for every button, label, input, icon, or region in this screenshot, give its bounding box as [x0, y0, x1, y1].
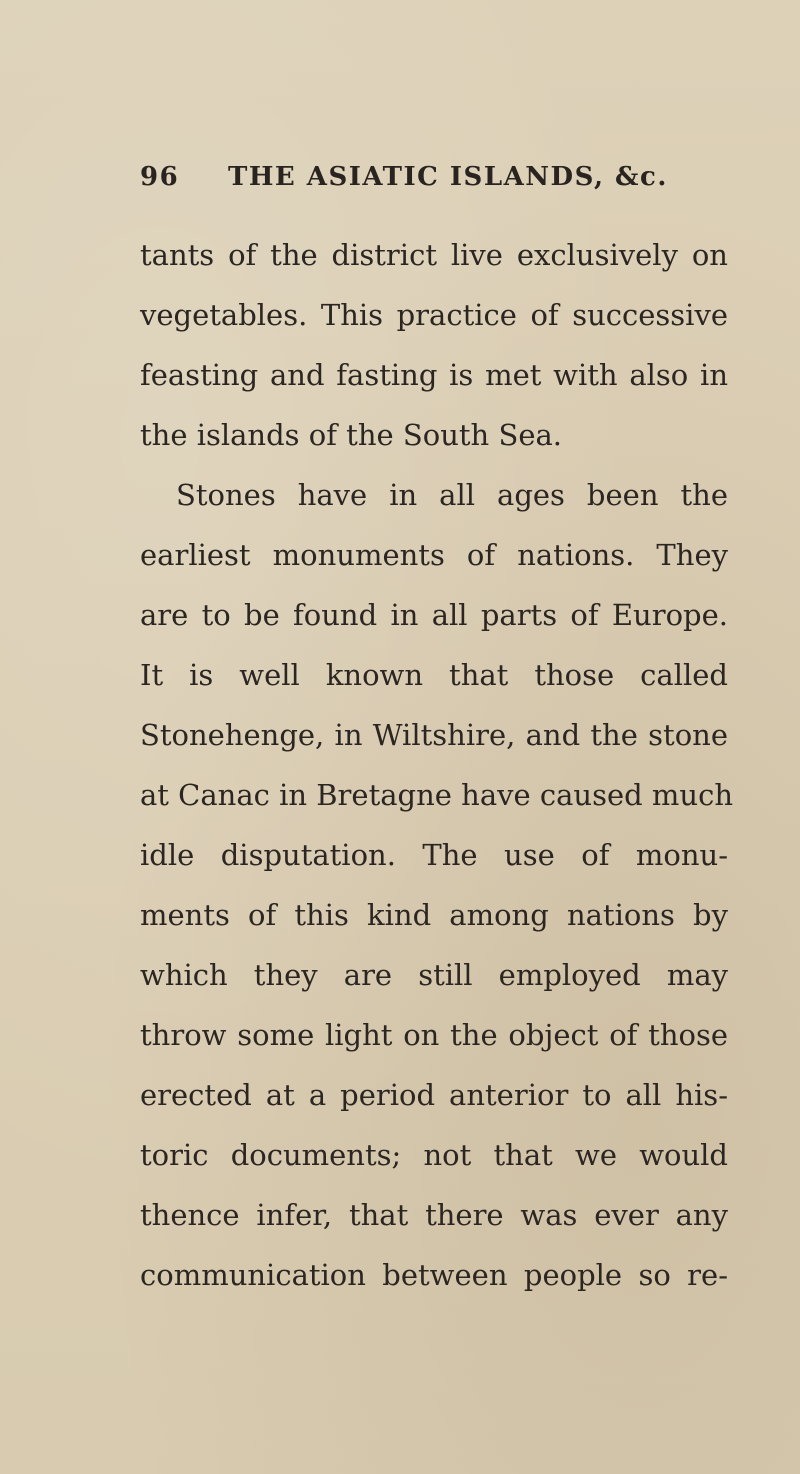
text-line: Stones have in all ages been the	[176, 478, 728, 512]
text-line: earliest monuments of nations. They	[140, 538, 728, 572]
text-line: thence infer, that there was ever any	[140, 1198, 728, 1232]
page-number: 96	[140, 162, 180, 192]
running-header	[140, 162, 668, 202]
text-line: tants of the district live exclusively on	[140, 238, 728, 272]
text-line: throw some light on the object of those	[140, 1018, 728, 1052]
text-line: communication between people so re-	[140, 1258, 728, 1292]
text-line: erected at a period anterior to all his-	[140, 1078, 728, 1112]
text-line: toric documents; not that we would	[140, 1138, 728, 1172]
text-line: at Canac in Bretagne have caused much	[140, 778, 733, 812]
text-line: which they are still employed may	[140, 958, 728, 992]
text-line: It is well known that those called	[140, 658, 728, 692]
text-line: vegetables. This practice of successive	[140, 298, 728, 332]
text-line: ments of this kind among nations by	[140, 898, 728, 932]
text-line: are to be found in all parts of Europe.	[140, 598, 728, 632]
text-line: idle disputation. The use of monu-	[140, 838, 728, 872]
running-title: THE ASIATIC ISLANDS, &c.	[228, 162, 668, 192]
text-line: the islands of the South Sea.	[140, 418, 562, 452]
text-line: Stonehenge, in Wiltshire, and the stone	[140, 718, 728, 752]
text-line: feasting and fasting is met with also in	[140, 358, 728, 392]
